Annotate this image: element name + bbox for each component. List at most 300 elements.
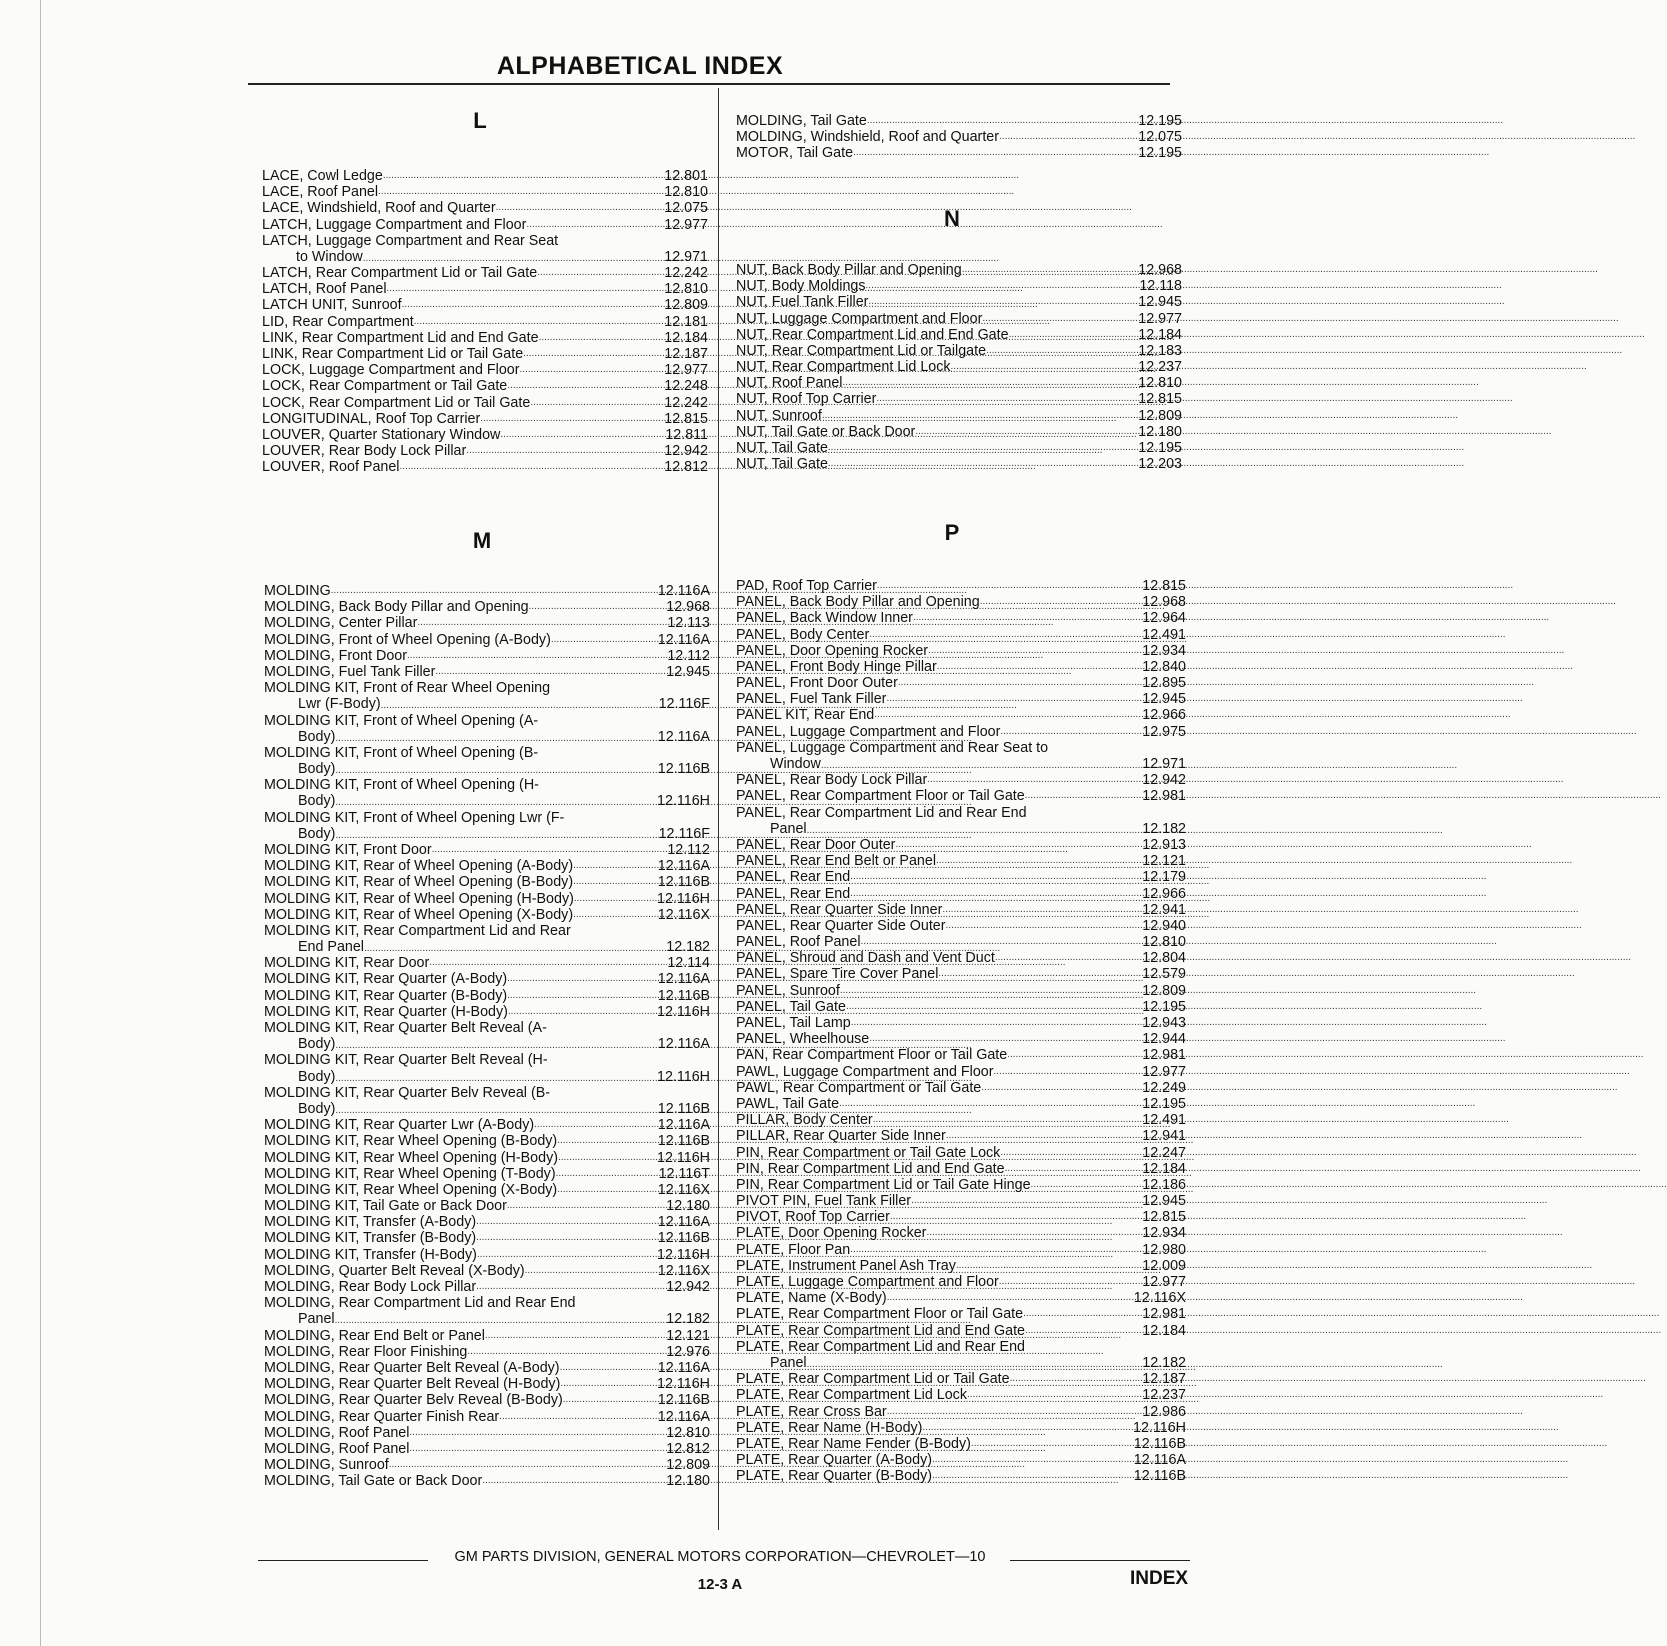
entry-page-ref: 12.182: [1142, 820, 1186, 837]
entry-text: NUT, Sunroof: [736, 407, 822, 424]
entry-page-ref: 12.809: [666, 1457, 710, 1474]
entry-text: LOUVER, Quarter Stationary Window: [262, 426, 501, 443]
entry-page-ref: 12.812: [664, 459, 708, 476]
entry-text: MOLDING KIT, Rear Quarter (B-Body): [264, 987, 508, 1004]
entry-page-ref: 12.941: [1142, 901, 1186, 918]
entry-page-ref: 12.116H: [657, 1068, 710, 1085]
index-entry: [264, 680, 710, 712]
entry-text: PAN, Rear Compartment Floor or Tail Gate: [736, 1047, 1008, 1064]
entry-page-ref: 12.184: [664, 329, 708, 346]
entry-page-ref: 12.121: [666, 1327, 710, 1344]
entry-page-ref: 12.971: [664, 248, 708, 265]
entry-text: MOLDING, Roof Panel: [264, 1440, 410, 1457]
entry-text: PANEL, Shroud and Dash and Vent Duct: [736, 950, 995, 967]
entry-text: PANEL, Rear Quarter Side Inner: [736, 901, 943, 918]
dot-leader: [1025, 786, 1661, 804]
entry-text: PILLAR, Body Center: [736, 1112, 873, 1129]
entry-page-ref: 12.116B: [657, 1230, 710, 1247]
entry-text: PANEL, Luggage Compartment and Floor: [736, 723, 1001, 740]
entry-page-ref: 12.116B: [657, 1133, 710, 1150]
entry-text: PLATE, Door Opening Rocker: [736, 1225, 927, 1242]
entry-text: PANEL, Front Body Hinge Pillar: [736, 658, 937, 675]
entry-page-ref: 12.810: [1138, 375, 1182, 392]
entry-text: PAWL, Tail Gate: [736, 1095, 840, 1112]
entry-text: NUT, Rear Compartment Lid and End Gate: [736, 326, 1009, 343]
entry-page-ref: 12.237: [1138, 359, 1182, 376]
entry-text: PANEL, Body Center: [736, 626, 870, 643]
entry-page-ref: 12.976: [666, 1343, 710, 1360]
entry-page-ref: 12.840: [1142, 658, 1186, 675]
entry-continuation: End Panel: [298, 939, 364, 956]
entry-page-ref: 12.968: [1142, 594, 1186, 611]
entry-page-ref: 12.809: [1138, 407, 1182, 424]
index-entry: [262, 459, 708, 475]
entry-page-ref: 12.804: [1142, 950, 1186, 967]
entry-page-ref: 12.116B: [1133, 1435, 1186, 1452]
entry-text: MOLDING KIT, Rear of Wheel Opening (B-Body): [264, 874, 574, 891]
entry-page-ref: 12.116A: [657, 728, 710, 745]
entry-text: LOCK, Luggage Compartment and Floor: [262, 362, 520, 379]
entry-page-ref: 12.942: [666, 1279, 710, 1296]
index-entry: [264, 1052, 710, 1084]
entry-text: MOLDING KIT, Transfer (B-Body): [264, 1230, 477, 1247]
footer-rule-left: [258, 1560, 428, 1561]
entry-text: MOLDING, Quarter Belt Reveal (X-Body): [264, 1262, 525, 1279]
entry-page-ref: 12.116A: [657, 582, 710, 599]
entry-page-ref: 12.116X: [1133, 1290, 1186, 1307]
entry-page-ref: 12.187: [664, 346, 708, 363]
entry-page-ref: 12.981: [1142, 1306, 1186, 1323]
entry-text: PANEL, Luggage Compartment and Rear Seat to: [736, 739, 1049, 756]
entry-text: MOLDING, Windshield, Roof and Quarter: [736, 129, 1000, 146]
entry-page-ref: 12.810: [666, 1424, 710, 1441]
entry-text: PANEL, Spare Tire Cover Panel: [736, 966, 939, 983]
entry-text: PAWL, Luggage Compartment and Floor: [736, 1063, 994, 1080]
title-rule: [248, 83, 1170, 85]
entry-page-ref: 12.977: [664, 362, 708, 379]
entry-text: MOLDING KIT, Front of Wheel Opening (H-: [264, 777, 539, 794]
entry-page-ref: 12.945: [666, 663, 710, 680]
entry-page-ref: 12.941: [1142, 1128, 1186, 1145]
entry-page-ref: 12.895: [1142, 675, 1186, 692]
entry-continuation: Body): [298, 793, 336, 810]
entry-text: MOLDING KIT, Transfer (H-Body): [264, 1246, 477, 1263]
index-entry: [264, 1295, 710, 1327]
entry-page-ref: 12.116H: [1133, 1419, 1186, 1436]
entry-text: MOLDING KIT, Rear Wheel Opening (B-Body): [264, 1133, 558, 1150]
entry-text: MOLDING KIT, Rear of Wheel Opening (X-Body): [264, 906, 574, 923]
entry-page-ref: 12.187: [1142, 1371, 1186, 1388]
entry-page-ref: 12.113: [667, 615, 710, 632]
entry-text: PLATE, Rear Quarter (B-Body): [736, 1468, 932, 1485]
entry-text: PLATE, Rear Name (H-Body): [736, 1419, 923, 1436]
entry-text: MOLDING KIT, Front of Wheel Opening (A-: [264, 712, 539, 729]
entry-text: PLATE, Rear Compartment Lid and Rear End: [736, 1338, 1025, 1355]
index-entry: [264, 1473, 710, 1489]
entry-continuation: Panel: [770, 820, 807, 837]
section-letter-p: P: [944, 520, 960, 545]
entry-continuation: Body): [298, 825, 336, 842]
entry-text: PAWL, Rear Compartment or Tail Gate: [736, 1079, 982, 1096]
entry-text: LOCK, Rear Compartment or Tail Gate: [262, 378, 508, 395]
index-entry: [736, 1339, 1186, 1371]
entry-text: PANEL, Rear Door Outer: [736, 836, 896, 853]
entry-page-ref: 12.815: [1142, 577, 1186, 594]
entry-text: PIN, Rear Compartment or Tail Gate Lock: [736, 1144, 1001, 1161]
index-entry: [736, 805, 1186, 837]
entry-page-ref: 12.116A: [657, 1214, 710, 1231]
entry-text: MOLDING, Center Pillar: [264, 615, 418, 632]
index-list-m-continued: [736, 113, 1182, 162]
index-entry: [736, 724, 1186, 740]
entry-text: MOLDING, Rear Quarter Belt Reveal (H-Body): [264, 1376, 561, 1393]
entry-page-ref: 12.121: [1142, 853, 1186, 870]
entry-text: PANEL, Wheelhouse: [736, 1031, 870, 1048]
entry-page-ref: 12.966: [1142, 885, 1186, 902]
entry-page-ref: 12.116F: [658, 825, 710, 842]
entry-text: PANEL, Roof Panel: [736, 934, 861, 951]
entry-page-ref: 12.184: [1138, 326, 1182, 343]
index-entry: [264, 1279, 710, 1295]
entry-text: MOLDING KIT, Front of Wheel Opening (B-: [264, 744, 539, 761]
entry-page-ref: 12.116B: [657, 761, 710, 778]
entry-page-ref: 12.116H: [657, 1376, 710, 1393]
entry-text: PIN, Rear Compartment Lid or Tail Gate Hinge: [736, 1176, 1031, 1193]
index-list-m: [264, 583, 710, 1490]
entry-text: PLATE, Rear Compartment Lid or Tail Gate: [736, 1371, 1010, 1388]
entry-page-ref: 12.184: [1142, 1322, 1186, 1339]
index-entry: [264, 907, 710, 923]
section-letter-m: M: [472, 528, 492, 553]
entry-text: PLATE, Rear Compartment Lid and End Gate: [736, 1322, 1025, 1339]
entry-text: PANEL, Back Window Inner: [736, 610, 913, 627]
entry-page-ref: 12.116H: [657, 793, 710, 810]
entry-page-ref: 12.981: [1142, 1047, 1186, 1064]
entry-text: MOLDING, Front of Wheel Opening (A-Body): [264, 631, 551, 648]
entry-page-ref: 12.112: [667, 647, 710, 664]
entry-text: MOLDING KIT, Rear Quarter Belv Reveal (B-: [264, 1084, 551, 1101]
entry-page-ref: 12.809: [1142, 982, 1186, 999]
entry-page-ref: 12.242: [664, 265, 708, 282]
entry-text: MOLDING, Rear End Belt or Panel: [264, 1327, 485, 1344]
entry-page-ref: 12.195: [1138, 112, 1182, 129]
entry-page-ref: 12.934: [1142, 1225, 1186, 1242]
entry-text: LACE, Windshield, Roof and Quarter: [262, 200, 496, 217]
entry-page-ref: 12.116X: [657, 906, 710, 923]
entry-page-ref: 12.116A: [657, 1359, 710, 1376]
entry-text: PANEL KIT, Rear End: [736, 707, 875, 724]
entry-page-ref: 12.812: [666, 1440, 710, 1457]
entry-page-ref: 12.964: [1142, 610, 1186, 627]
entry-text: MOLDING KIT, Rear Quarter (H-Body): [264, 1003, 508, 1020]
entry-page-ref: 12.182: [666, 939, 710, 956]
dot-leader: [932, 1466, 1568, 1484]
entry-page-ref: 12.116H: [657, 1149, 710, 1166]
index-entry: [736, 1323, 1186, 1339]
entry-text: PANEL, Rear End Belt or Panel: [736, 853, 936, 870]
entry-text: MOLDING, Rear Body Lock Pillar: [264, 1279, 477, 1296]
entry-page-ref: 12.945: [1142, 1193, 1186, 1210]
entry-text: MOLDING, Rear Quarter Belv Reveal (B-Body): [264, 1392, 563, 1409]
entry-text: PANEL, Tail Gate: [736, 998, 846, 1015]
entry-text: NUT, Roof Panel: [736, 375, 843, 392]
entry-page-ref: 12.116A: [657, 1408, 710, 1425]
entry-text: MOLDING KIT, Rear Quarter Belt Reveal (H-: [264, 1052, 548, 1069]
entry-text: MOLDING KIT, Rear of Wheel Opening (A-Body): [264, 858, 574, 875]
entry-text: PANEL, Rear Compartment Lid and Rear End: [736, 804, 1027, 821]
entry-page-ref: 12.977: [664, 216, 708, 233]
entry-page-ref: 12.116B: [657, 1392, 710, 1409]
entry-text: PLATE, Rear Compartment Floor or Tail Gate: [736, 1306, 1024, 1323]
entry-page-ref: 12.116B: [657, 1100, 710, 1117]
entry-page-ref: 12.182: [1142, 1354, 1186, 1371]
entry-page-ref: 12.116A: [657, 858, 710, 875]
entry-text: PANEL, Sunroof: [736, 982, 840, 999]
entry-text: NUT, Tail Gate or Back Door: [736, 423, 916, 440]
entry-page-ref: 12.195: [1142, 1095, 1186, 1112]
entry-text: PANEL, Rear End: [736, 869, 851, 886]
entry-text: PANEL, Rear Body Lock Pillar: [736, 772, 928, 789]
entry-page-ref: 12.977: [1142, 1274, 1186, 1291]
entry-page-ref: 12.980: [1142, 1241, 1186, 1258]
entry-page-ref: 12.009: [1142, 1257, 1186, 1274]
entry-text: NUT, Back Body Pillar and Opening: [736, 261, 962, 278]
entry-text: LONGITUDINAL, Roof Top Carrier: [262, 410, 481, 427]
index-entry: [264, 713, 710, 745]
dot-leader: [1000, 722, 1636, 740]
entry-continuation: Window: [770, 756, 821, 773]
entry-page-ref: 12.195: [1138, 145, 1182, 162]
entry-text: MOLDING, Back Body Pillar and Opening: [264, 599, 529, 616]
entry-text: MOLDING KIT, Rear of Wheel Opening (H-Body): [264, 890, 574, 907]
entry-page-ref: 12.182: [666, 1311, 710, 1328]
entry-text: NUT, Fuel Tank Filler: [736, 294, 869, 311]
entry-page-ref: 12.811: [665, 426, 708, 443]
entry-text: MOLDING KIT, Rear Wheel Opening (T-Body): [264, 1165, 556, 1182]
entry-text: PAD, Roof Top Carrier: [736, 577, 877, 594]
entry-text: LOUVER, Roof Panel: [262, 459, 400, 476]
index-list-p: [736, 578, 1186, 1485]
entry-page-ref: 12.940: [1142, 917, 1186, 934]
entry-page-ref: 12.815: [1142, 1209, 1186, 1226]
entry-page-ref: 12.942: [1142, 772, 1186, 789]
entry-page-ref: 12.116T: [658, 1165, 710, 1182]
entry-text: NUT, Luggage Compartment and Floor: [736, 310, 983, 327]
entry-page-ref: 12.180: [1138, 423, 1182, 440]
page-number: 12-3 A: [697, 1576, 743, 1593]
index-entry: [736, 456, 1182, 472]
entry-page-ref: 12.118: [1139, 278, 1182, 295]
entry-text: LINK, Rear Compartment Lid or Tail Gate: [262, 346, 524, 363]
entry-page-ref: 12.966: [1142, 707, 1186, 724]
entry-continuation: Lwr (F-Body): [298, 696, 381, 713]
entry-page-ref: 12.491: [1142, 626, 1186, 643]
entry-page-ref: 12.186: [1142, 1176, 1186, 1193]
entry-text: PLATE, Rear Name Fender (B-Body): [736, 1435, 971, 1452]
index-entry: [264, 1020, 710, 1052]
entry-page-ref: 12.943: [1142, 1015, 1186, 1032]
entry-page-ref: 12.183: [1138, 342, 1182, 359]
entry-text: PANEL, Front Door Outer: [736, 675, 898, 692]
entry-continuation: Panel: [770, 1355, 807, 1371]
entry-text: MOLDING, Tail Gate: [736, 112, 867, 129]
entry-page-ref: 12.116B: [657, 987, 710, 1004]
entry-page-ref: 12.116A: [657, 631, 710, 648]
entry-page-ref: 12.184: [1142, 1160, 1186, 1177]
entry-text: MOLDING KIT, Rear Quarter Lwr (A-Body): [264, 1117, 535, 1134]
entry-text: MOLDING KIT, Rear Wheel Opening (H-Body): [264, 1149, 558, 1166]
index-list-n: [736, 262, 1182, 472]
index-entry: [264, 923, 710, 955]
index-entry: [264, 810, 710, 842]
entry-page-ref: 12.945: [1138, 294, 1182, 311]
entry-text: MOLDING, Rear Quarter Belt Reveal (A-Body): [264, 1359, 560, 1376]
entry-continuation: Body): [298, 728, 336, 745]
entry-page-ref: 12.810: [664, 281, 708, 298]
dot-leader: [1025, 1321, 1661, 1339]
entry-page-ref: 12.981: [1142, 788, 1186, 805]
entry-text: PIVOT, Roof Top Carrier: [736, 1209, 890, 1226]
entry-page-ref: 12.116B: [1133, 1468, 1186, 1485]
entry-text: NUT, Tail Gate: [736, 456, 828, 473]
entry-text: NUT, Rear Compartment Lid or Tailgate: [736, 342, 987, 359]
entry-text: MOLDING, Roof Panel: [264, 1424, 410, 1441]
entry-page-ref: 12.116F: [658, 696, 710, 713]
entry-page-ref: 12.810: [664, 184, 708, 201]
entry-text: PLATE, Rear Cross Bar: [736, 1403, 887, 1420]
index-entry: [262, 217, 708, 233]
entry-page-ref: 12.968: [666, 599, 710, 616]
entry-page-ref: 12.116A: [1133, 1452, 1186, 1469]
entry-page-ref: 12.975: [1142, 723, 1186, 740]
entry-page-ref: 12.112: [667, 841, 710, 858]
entry-text: MOLDING, Fuel Tank Filler: [264, 663, 436, 680]
entry-text: PANEL, Rear Quarter Side Outer: [736, 917, 946, 934]
entry-page-ref: 12.181: [664, 313, 708, 330]
entry-text: MOLDING KIT, Rear Quarter Belt Reveal (A-: [264, 1020, 547, 1037]
footer-publisher: GM PARTS DIVISION, GENERAL MOTORS CORPORATION—CHEVROLET—10: [454, 1549, 986, 1565]
entry-text: LACE, Cowl Ledge: [262, 167, 383, 184]
entry-page-ref: 12.247: [1142, 1144, 1186, 1161]
entry-page-ref: 12.116A: [657, 1117, 710, 1134]
entry-page-ref: 12.116B: [657, 874, 710, 891]
index-entry: [264, 1085, 710, 1117]
entry-text: MOLDING, Front Door: [264, 647, 407, 664]
footer-rule-right: [1010, 1560, 1190, 1561]
entry-text: MOLDING KIT, Rear Wheel Opening (X-Body): [264, 1181, 558, 1198]
entry-text: MOLDING, Rear Compartment Lid and Rear End: [264, 1295, 576, 1312]
entry-page-ref: 12.180: [666, 1198, 710, 1215]
section-letter-n: N: [944, 206, 960, 231]
entry-text: PANEL, Rear Compartment Floor or Tail Gate: [736, 788, 1025, 805]
entry-page-ref: 12.237: [1142, 1387, 1186, 1404]
entry-text: LATCH, Luggage Compartment and Floor: [262, 216, 527, 233]
entry-page-ref: 12.579: [1142, 966, 1186, 983]
entry-text: LATCH, Rear Compartment Lid or Tail Gate: [262, 265, 538, 282]
entry-text: MOLDING: [264, 582, 331, 599]
entry-page-ref: 12.986: [1142, 1403, 1186, 1420]
entry-continuation: Body): [298, 761, 336, 778]
entry-text: PIN, Rear Compartment Lid and End Gate: [736, 1160, 1005, 1177]
entry-text: MOLDING KIT, Front of Rear Wheel Opening: [264, 680, 551, 697]
entry-text: MOLDING KIT, Rear Compartment Lid and Rear: [264, 922, 571, 939]
entry-text: NUT, Rear Compartment Lid Lock: [736, 359, 951, 376]
entry-text: LATCH UNIT, Sunroof: [262, 297, 402, 314]
entry-text: NUT, Tail Gate: [736, 440, 828, 457]
entry-page-ref: 12.977: [1142, 1063, 1186, 1080]
entry-page-ref: 12.810: [1142, 934, 1186, 951]
entry-text: LACE, Roof Panel: [262, 184, 379, 201]
entry-text: LOCK, Rear Compartment Lid or Tail Gate: [262, 394, 531, 411]
entry-text: MOLDING KIT, Front Door: [264, 841, 432, 858]
index-entry: [264, 745, 710, 777]
entry-text: MOLDING KIT, Rear Door: [264, 955, 430, 972]
section-label: INDEX: [1130, 1568, 1189, 1589]
section-letter-l: L: [473, 108, 487, 133]
entry-page-ref: 12.195: [1142, 998, 1186, 1015]
dot-leader: [526, 215, 1162, 233]
index-entry: [264, 664, 710, 680]
entry-page-ref: 12.180: [666, 1473, 710, 1490]
entry-text: MOLDING, Tail Gate or Back Door: [264, 1473, 483, 1490]
entry-text: LATCH, Roof Panel: [262, 281, 387, 298]
entry-page-ref: 12.249: [1142, 1079, 1186, 1096]
entry-text: MOLDING KIT, Tail Gate or Back Door: [264, 1198, 507, 1215]
entry-text: PANEL, Tail Lamp: [736, 1015, 851, 1032]
entry-page-ref: 12.248: [664, 378, 708, 395]
entry-page-ref: 12.116H: [657, 890, 710, 907]
entry-page-ref: 12.116A: [657, 971, 710, 988]
entry-page-ref: 12.968: [1138, 261, 1182, 278]
entry-text: LATCH, Luggage Compartment and Rear Seat: [262, 232, 559, 249]
entry-text: PANEL, Fuel Tank Filler: [736, 691, 887, 708]
entry-text: LID, Rear Compartment: [262, 313, 414, 330]
entry-text: MOLDING KIT, Front of Wheel Opening Lwr (F-: [264, 809, 565, 826]
entry-page-ref: 12.934: [1142, 642, 1186, 659]
entry-page-ref: 12.942: [664, 443, 708, 460]
entry-text: MOLDING, Rear Quarter Finish Rear: [264, 1408, 500, 1425]
index-entry: [262, 233, 708, 265]
entry-page-ref: 12.116X: [657, 1181, 710, 1198]
entry-page-ref: 12.195: [1138, 440, 1182, 457]
entry-continuation: Body): [298, 1101, 336, 1117]
entry-page-ref: 12.801: [664, 167, 708, 184]
page-title: ALPHABETICAL INDEX: [496, 52, 784, 80]
entry-text: MOLDING, Sunroof: [264, 1457, 389, 1474]
entry-page-ref: 12.116A: [657, 1036, 710, 1053]
entry-text: NUT, Body Moldings: [736, 278, 866, 295]
entry-page-ref: 12.971: [1142, 756, 1186, 773]
entry-text: PLATE, Rear Quarter (A-Body): [736, 1452, 932, 1469]
entry-page-ref: 12.114: [667, 955, 710, 972]
entry-page-ref: 12.075: [1138, 129, 1182, 146]
entry-page-ref: 12.491: [1142, 1112, 1186, 1129]
left-margin-line: [40, 0, 41, 1646]
entry-text: PLATE, Luggage Compartment and Floor: [736, 1274, 999, 1291]
entry-page-ref: 12.116X: [657, 1262, 710, 1279]
entry-continuation: to Window: [296, 248, 363, 265]
entry-text: PLATE, Floor Pan: [736, 1241, 851, 1258]
index-entry: [736, 145, 1182, 161]
index-entry: [264, 777, 710, 809]
entry-continuation: Body): [298, 1036, 336, 1053]
entry-text: MOLDING, Rear Floor Finishing: [264, 1343, 468, 1360]
entry-page-ref: 12.815: [664, 410, 708, 427]
entry-page-ref: 12.809: [664, 297, 708, 314]
entry-page-ref: 12.116H: [657, 1246, 710, 1263]
entry-continuation: Panel: [298, 1311, 335, 1328]
entry-text: PIVOT PIN, Fuel Tank Filler: [736, 1193, 912, 1210]
